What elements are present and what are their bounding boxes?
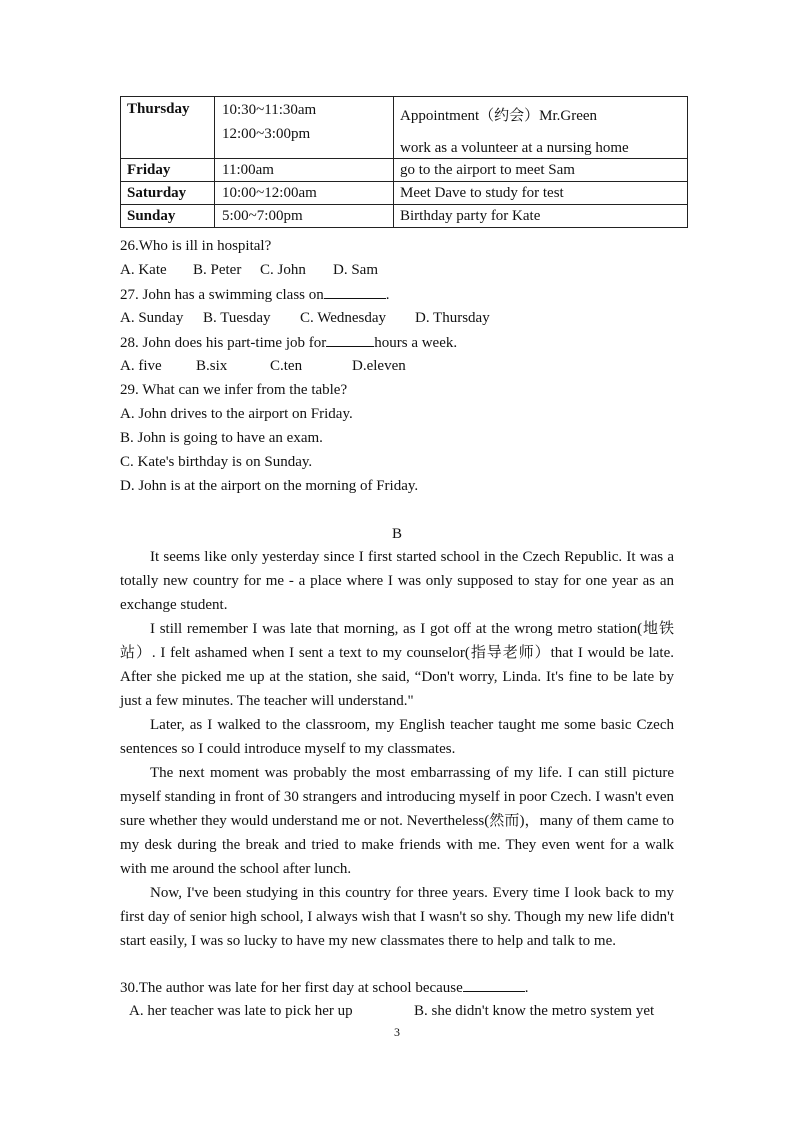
- paragraph: Later, as I walked to the classroom, my English teacher taught me some basic Czech sentences so I could introduce myself to my classmates.: [120, 717, 674, 757]
- page-number: 3: [394, 1025, 400, 1039]
- activity-cell: Birthday party for Kate: [394, 205, 688, 228]
- answer-blank: [326, 332, 374, 347]
- question-26-options: [120, 260, 378, 280]
- option: C.ten: [270, 358, 303, 374]
- time-cell: 5:00~7:00pm: [215, 205, 394, 228]
- option: D. Sam: [333, 262, 378, 278]
- option: B. John is going to have an exam.: [120, 430, 323, 446]
- stem-text: hours a week.: [374, 335, 458, 351]
- day-cell: Saturday: [121, 182, 215, 205]
- stem-text: 30.The author was late for her first day at school because: [120, 980, 463, 996]
- day-cell: Thursday: [121, 97, 215, 159]
- question-30-stem: [120, 977, 529, 998]
- stem-text: .: [385, 287, 390, 303]
- schedule-table: [120, 96, 688, 228]
- answer-blank: [463, 977, 525, 992]
- option: D. Thursday: [415, 310, 490, 326]
- activity-cell: go to the airport to meet Sam: [394, 159, 688, 182]
- option: B. she didn't know the metro system yet: [414, 1003, 655, 1019]
- activity-entry: Appointment（约会）Mr.Green: [400, 108, 598, 124]
- activity-entry: work as a volunteer at a nursing home: [400, 140, 629, 156]
- stem-text: 27. John has a swimming class on: [120, 287, 324, 303]
- stem-text: .: [524, 980, 529, 996]
- option: B.six: [196, 358, 228, 374]
- time-entry: 10:30~11:30am: [222, 102, 317, 118]
- day-cell: Sunday: [121, 205, 215, 228]
- activity-cell: Meet Dave to study for test: [394, 182, 688, 205]
- table-row: [121, 97, 688, 159]
- table-row: [121, 159, 688, 182]
- day-cell: Friday: [121, 159, 215, 182]
- table-row: [121, 205, 688, 228]
- question-27-stem: [120, 284, 390, 305]
- option: A. her teacher was late to pick her up: [129, 1003, 353, 1019]
- option: C. John: [260, 262, 306, 278]
- question-27-options: [120, 308, 490, 328]
- option: A. five: [120, 358, 162, 374]
- time-cell: 11:00am: [215, 159, 394, 182]
- option: B. Tuesday: [203, 310, 271, 326]
- option: B. Peter: [193, 262, 242, 278]
- table-row: [121, 182, 688, 205]
- paragraph: I still remember I was late that morning, as I got off at the wrong metro station(地铁站）. I felt ashamed when I sent a text to my counselor(指导老师）that I would be late. After she picked me up at the station, she said, “Don't worry, Linda. It's fine to be late by just a few minutes. The teacher will understand.": [120, 621, 674, 709]
- option: A. John drives to the airport on Friday.: [120, 406, 353, 422]
- option: D.eleven: [352, 358, 406, 374]
- activity-cell: [394, 97, 688, 159]
- section-b-heading: B: [391, 526, 402, 542]
- question-26-stem: 26.Who is ill in hospital?: [120, 238, 272, 254]
- option: A. Sunday: [120, 310, 184, 326]
- question-28-options: [120, 356, 406, 376]
- option: A. Kate: [120, 262, 167, 278]
- stem-text: 28. John does his part-time job for: [120, 335, 327, 351]
- option: C. Kate's birthday is on Sunday.: [120, 454, 313, 470]
- paragraph: It seems like only yesterday since I first started school in the Czech Republic. It was a totally new country for me - a place where I was only supposed to stay for one year as an exchange student.: [120, 549, 674, 613]
- time-entry: 12:00~3:00pm: [222, 126, 311, 142]
- time-cell: 10:00~12:00am: [215, 182, 394, 205]
- time-cell: [215, 97, 394, 159]
- question-28-stem: [120, 332, 457, 353]
- option: D. John is at the airport on the morning of Friday.: [120, 478, 419, 494]
- paragraph: The next moment was probably the most embarrassing of my life. I can still picture myself standing in front of 30 strangers and introducing myself in poor Czech. I wasn't even sure whether they would understand me or not. Nevertheless(然而)，many of them came to my desk during the break and tried to make friends with me. They even went for a walk with me around the school after lunch.: [120, 765, 674, 877]
- passage-b: [120, 545, 674, 953]
- answer-blank: [324, 284, 386, 299]
- option: C. Wednesday: [300, 310, 387, 326]
- question-29-stem: 29. What can we infer from the table?: [120, 382, 348, 398]
- paragraph: Now, I've been studying in this country for three years. Every time I look back to my first day of senior high school, I always wish that I wasn't so shy. Though my new life didn't start easily, I was so lucky to have my new classmates there to help and talk to me.: [120, 885, 674, 949]
